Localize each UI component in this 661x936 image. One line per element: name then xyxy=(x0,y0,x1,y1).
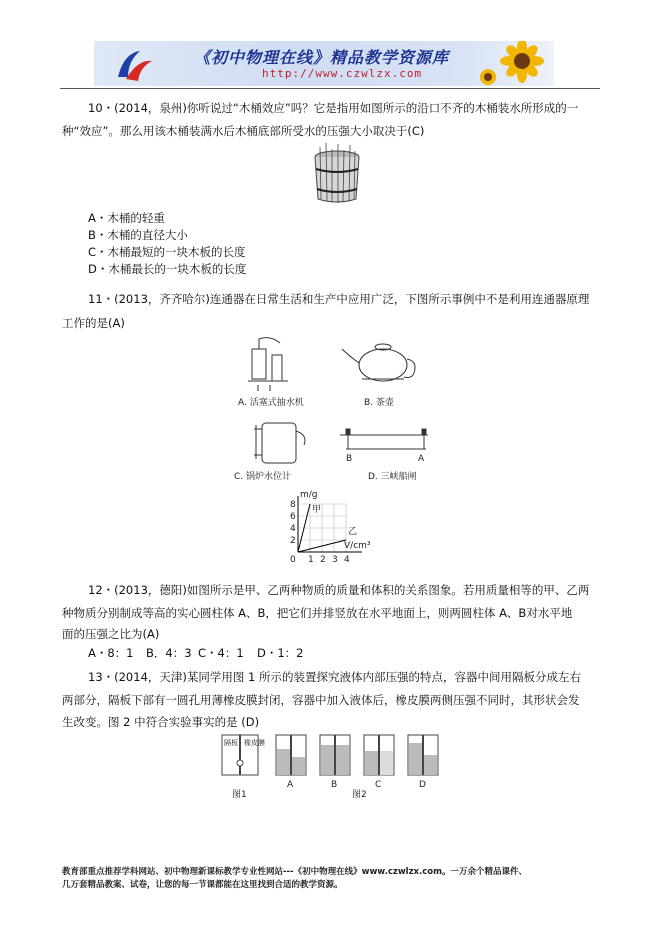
xtick: 4 xyxy=(344,555,350,565)
ytick: 2 xyxy=(290,536,296,546)
banner-url[interactable]: http://www.czwlzx.com xyxy=(262,67,423,80)
line-label-yi: 乙 xyxy=(348,527,358,537)
q10-option-a: A・木桶的轻重 xyxy=(88,211,165,225)
fig1-label-membrane: 橡皮膜 xyxy=(244,739,265,747)
sunflower-icon xyxy=(474,41,554,86)
banner-title: 《初中物理在线》精品教学资源库 xyxy=(194,48,450,67)
graph-xlabel: V/cm³ xyxy=(344,541,371,551)
q12-option-c: C・4：1 xyxy=(198,646,244,660)
q12-line2: 种物质分别制成等高的实心圆柱体 A、B，把它们并排竖放在水平地面上，则两圆柱体 A、B对水平地 xyxy=(62,606,573,620)
ytick: 4 xyxy=(290,524,296,534)
q10-option-c: C・木桶最短的一块木板的长度 xyxy=(88,245,246,259)
q11-line1: 11・(2013，齐齐哈尔)连通器在日常生活和生产中应用广泛，下图所示事例中不是利用连通器原理 xyxy=(88,292,590,306)
ytick: 8 xyxy=(290,500,296,510)
caption-b: B. 茶壶 xyxy=(364,398,394,408)
wooden-bucket-figure xyxy=(308,141,366,207)
pressure-container-figure xyxy=(218,731,450,803)
header-divider xyxy=(60,88,600,89)
q11-line2: 工作的是(A) xyxy=(62,316,125,330)
q12-option-d: D・1：2 xyxy=(257,646,304,660)
q12-option-a: A・8：1 xyxy=(88,646,134,660)
q12-line1: 12・(2013，德阳)如图所示是甲、乙两种物质的质量和体积的关系图象。若用质量相等的甲、乙两 xyxy=(88,583,590,597)
fig2-option-a: A xyxy=(287,780,294,790)
line-label-jia: 甲 xyxy=(312,505,322,515)
caption-a: A. 活塞式抽水机 xyxy=(238,398,304,408)
connector-examples-figure xyxy=(228,335,438,485)
caption-d: D. 三峡船闸 xyxy=(368,472,417,482)
q13-line1: 13・(2014，天津)某同学用图 1 所示的装置探究液体内部压强的特点，容器中间用隔板分成左右 xyxy=(88,670,581,684)
footer-line1: 教育部重点推荐学科网站、初中物理新课标教学专业性网站---《初中物理在线》www.czwlzx.com。一万余个精品课件、 xyxy=(62,867,527,877)
fig2-option-c: C xyxy=(375,780,382,790)
fig2-option-d: D xyxy=(419,780,426,790)
graph-ylabel: m/g xyxy=(300,490,318,500)
q10-option-d: D・木桶最长的一块木板的长度 xyxy=(88,262,247,276)
caption-c: C. 锅炉水位计 xyxy=(234,472,292,482)
header-banner xyxy=(94,41,554,86)
xtick: 0 xyxy=(290,555,296,565)
fig2-option-b: B xyxy=(331,780,338,790)
fig1-label-board: 隔板 xyxy=(224,739,238,747)
mass-volume-graph xyxy=(282,490,382,578)
q10-line2: 种“效应”。那么用该木桶装满水后木桶底部所受水的压强大小取决于(C) xyxy=(62,124,425,138)
xtick: 1 xyxy=(308,555,314,565)
q10-option-b: B・木桶的直径大小 xyxy=(88,228,188,242)
ytick: 6 xyxy=(290,512,296,522)
xtick: 3 xyxy=(332,555,338,565)
q13-line2: 两部分，隔板下部有一圆孔用薄橡皮膜封闭，容器中加入液体后，橡皮膜两侧压强不同时，其形状会发 xyxy=(62,693,580,707)
q13-line3: 生改变。图 2 中符合实验事实的是 (D) xyxy=(62,715,260,729)
caption-fig1: 图1 xyxy=(232,790,247,800)
q12-option-b: B．4：3 xyxy=(146,646,192,660)
lock-label-a: A xyxy=(418,454,425,464)
logo-icon xyxy=(114,47,156,83)
caption-fig2: 图2 xyxy=(352,790,367,800)
xtick: 2 xyxy=(320,555,326,565)
q12-line3: 面的压强之比为(A) xyxy=(62,627,160,641)
lock-label-b: B xyxy=(346,454,353,464)
footer-line2: 几万套精品教案、试卷，让您的每一节课都能在这里找到合适的教学资源。 xyxy=(62,880,343,890)
q10-line1: 10・(2014，泉州)你听说过“木桶效应”吗？它是指用如图所示的沿口不齐的木桶装水所形成的一 xyxy=(88,101,579,115)
